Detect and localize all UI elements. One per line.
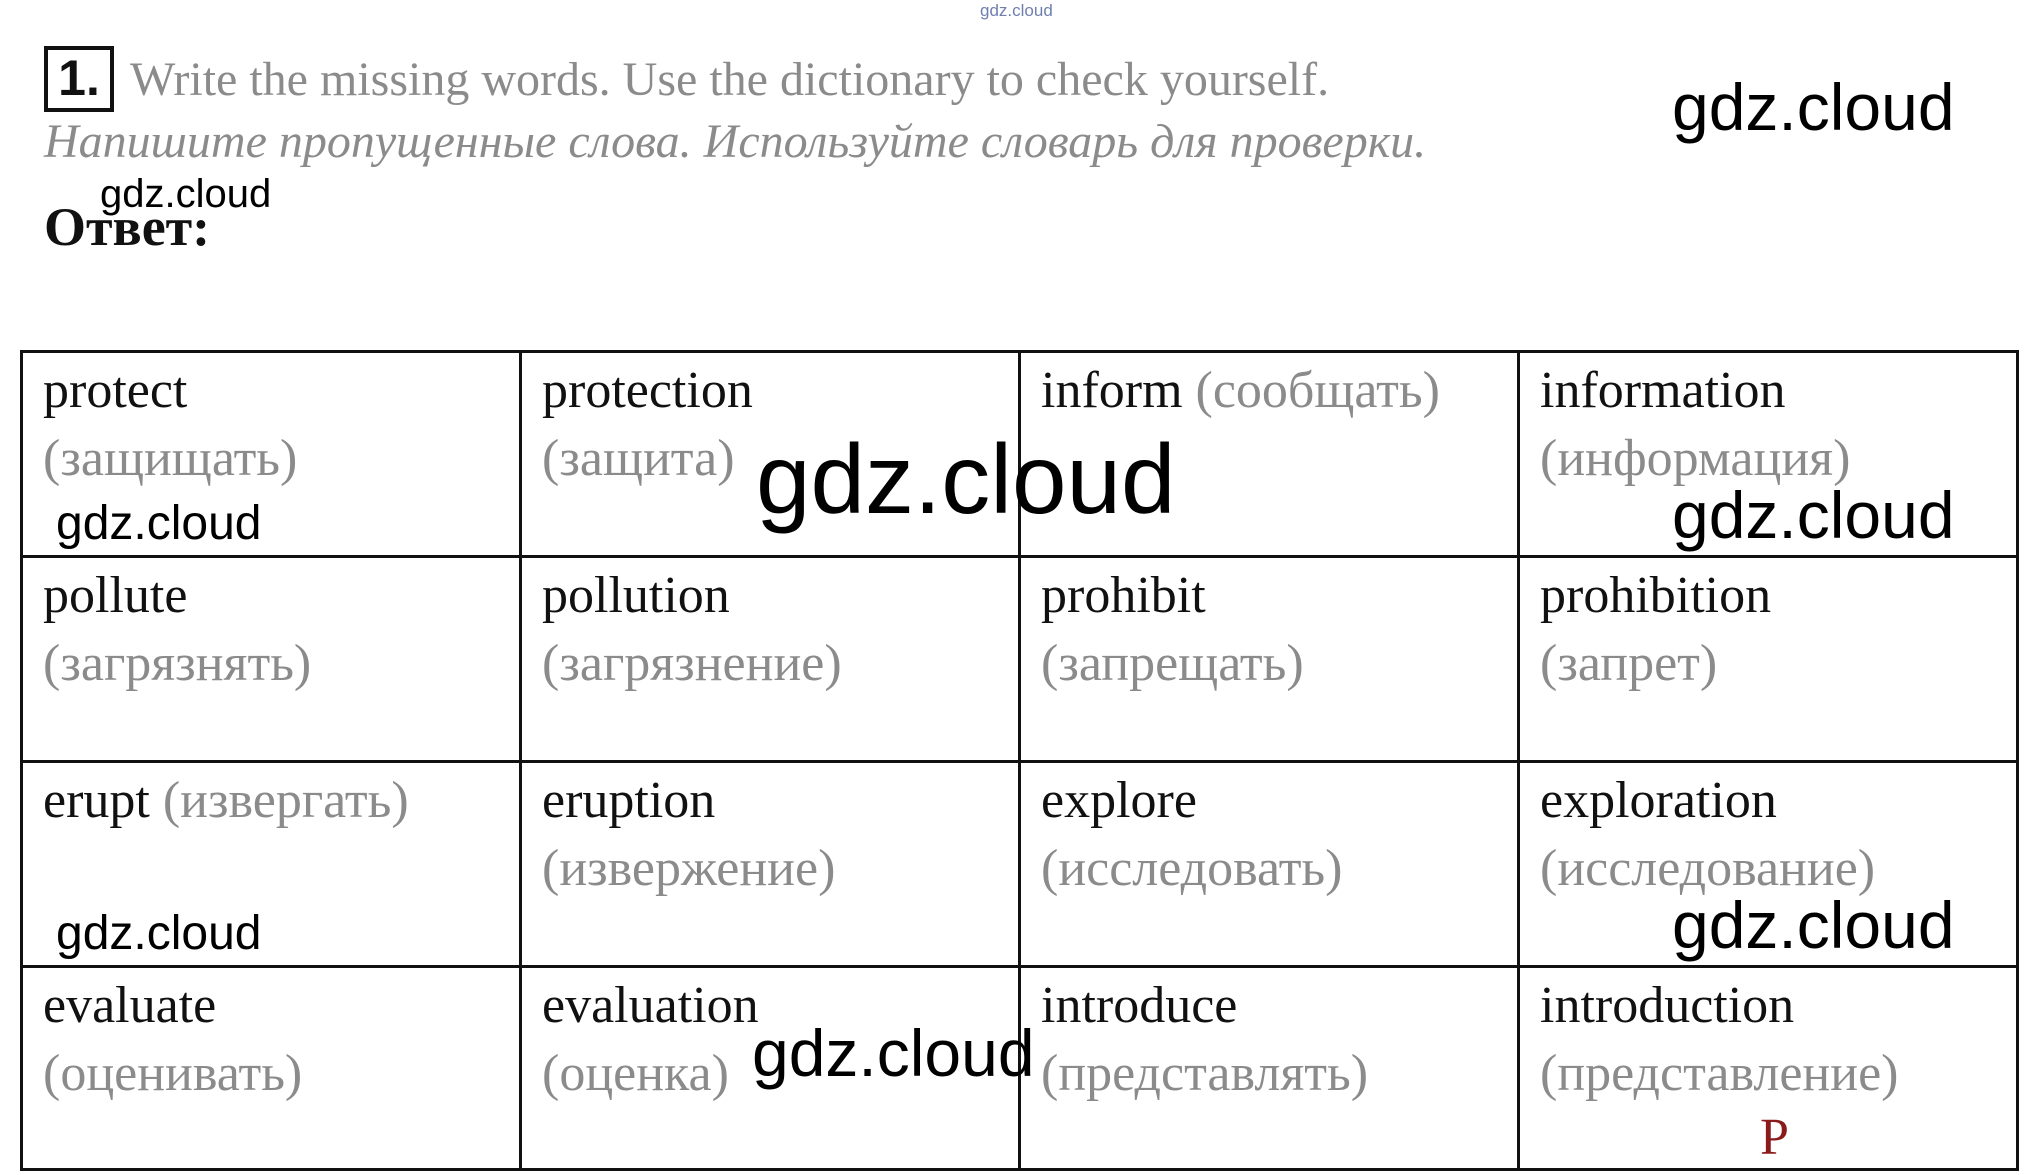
watermark-header-right: gdz.cloud (1672, 70, 1955, 144)
table-cell (1020, 557, 1519, 762)
translation: (сообщать) (1195, 362, 1440, 419)
translation: (загрязнять) (43, 635, 312, 692)
translation: (представлять) (1041, 1045, 1369, 1102)
task-number-box: 1. (44, 46, 114, 112)
word: introduce (1041, 977, 1238, 1034)
translation: (извержение) (542, 840, 836, 897)
table-cell (22, 967, 521, 1170)
word: erupt (43, 772, 150, 829)
watermark-cell-r3c4: gdz.cloud (1672, 888, 1955, 962)
table-cell (521, 762, 1020, 967)
word: exploration (1540, 772, 1777, 829)
translation: (извергать) (162, 772, 409, 829)
translation: (представление) (1540, 1045, 1899, 1102)
word: eruption (542, 772, 716, 829)
word: evaluation (542, 977, 759, 1034)
translation: (исследовать) (1041, 840, 1343, 897)
page-mark: P (1760, 1109, 1789, 1166)
watermark-cell-r1c1: gdz.cloud (56, 497, 262, 550)
word: pollute (43, 567, 188, 624)
translation: (оценивать) (43, 1045, 303, 1102)
watermark-cell-r1c4: gdz.cloud (1672, 478, 1955, 552)
table-cell (22, 557, 521, 762)
translation: (защита) (542, 430, 735, 487)
word: explore (1041, 772, 1197, 829)
table-cell (1020, 762, 1519, 967)
translation: (защищать) (43, 430, 298, 487)
task-header (44, 44, 1584, 169)
table-row (22, 557, 2018, 762)
task-instruction-line (44, 44, 1584, 114)
translation: (информация) (1540, 430, 1851, 487)
word: introduction (1540, 977, 1795, 1034)
answer-label: Ответ: (44, 197, 211, 257)
word: evaluate (43, 977, 217, 1034)
word: information (1540, 362, 1786, 419)
translation: (оценка) (542, 1045, 729, 1102)
table-cell (1020, 967, 1519, 1170)
table-cell (521, 557, 1020, 762)
task-instruction-ru: Напишите пропущенные слова. Используйте словарь для проверки. (44, 115, 1427, 168)
word: pollution (542, 567, 730, 624)
word: prohibition (1540, 567, 1772, 624)
task-instruction-en: Write the missing words. Use the dictionary to check yourself. (130, 52, 1330, 106)
translation: (исследование) (1540, 840, 1876, 897)
watermark-cell-r4c2: gdz.cloud (752, 1016, 1035, 1090)
translation: (запрещать) (1041, 635, 1304, 692)
watermark-cell-r3c1: gdz.cloud (56, 907, 262, 960)
word: protection (542, 362, 753, 419)
translation: (загрязнение) (542, 635, 842, 692)
watermark-top: gdz.cloud (980, 1, 1053, 20)
watermark-answer: gdz.cloud (100, 172, 272, 216)
word: prohibit (1041, 567, 1206, 624)
word: protect (43, 362, 188, 419)
watermark-center: gdz.cloud (756, 424, 1176, 534)
word: inform (1041, 362, 1183, 419)
translation: (запрет) (1540, 635, 1718, 692)
table-cell (1519, 557, 2018, 762)
